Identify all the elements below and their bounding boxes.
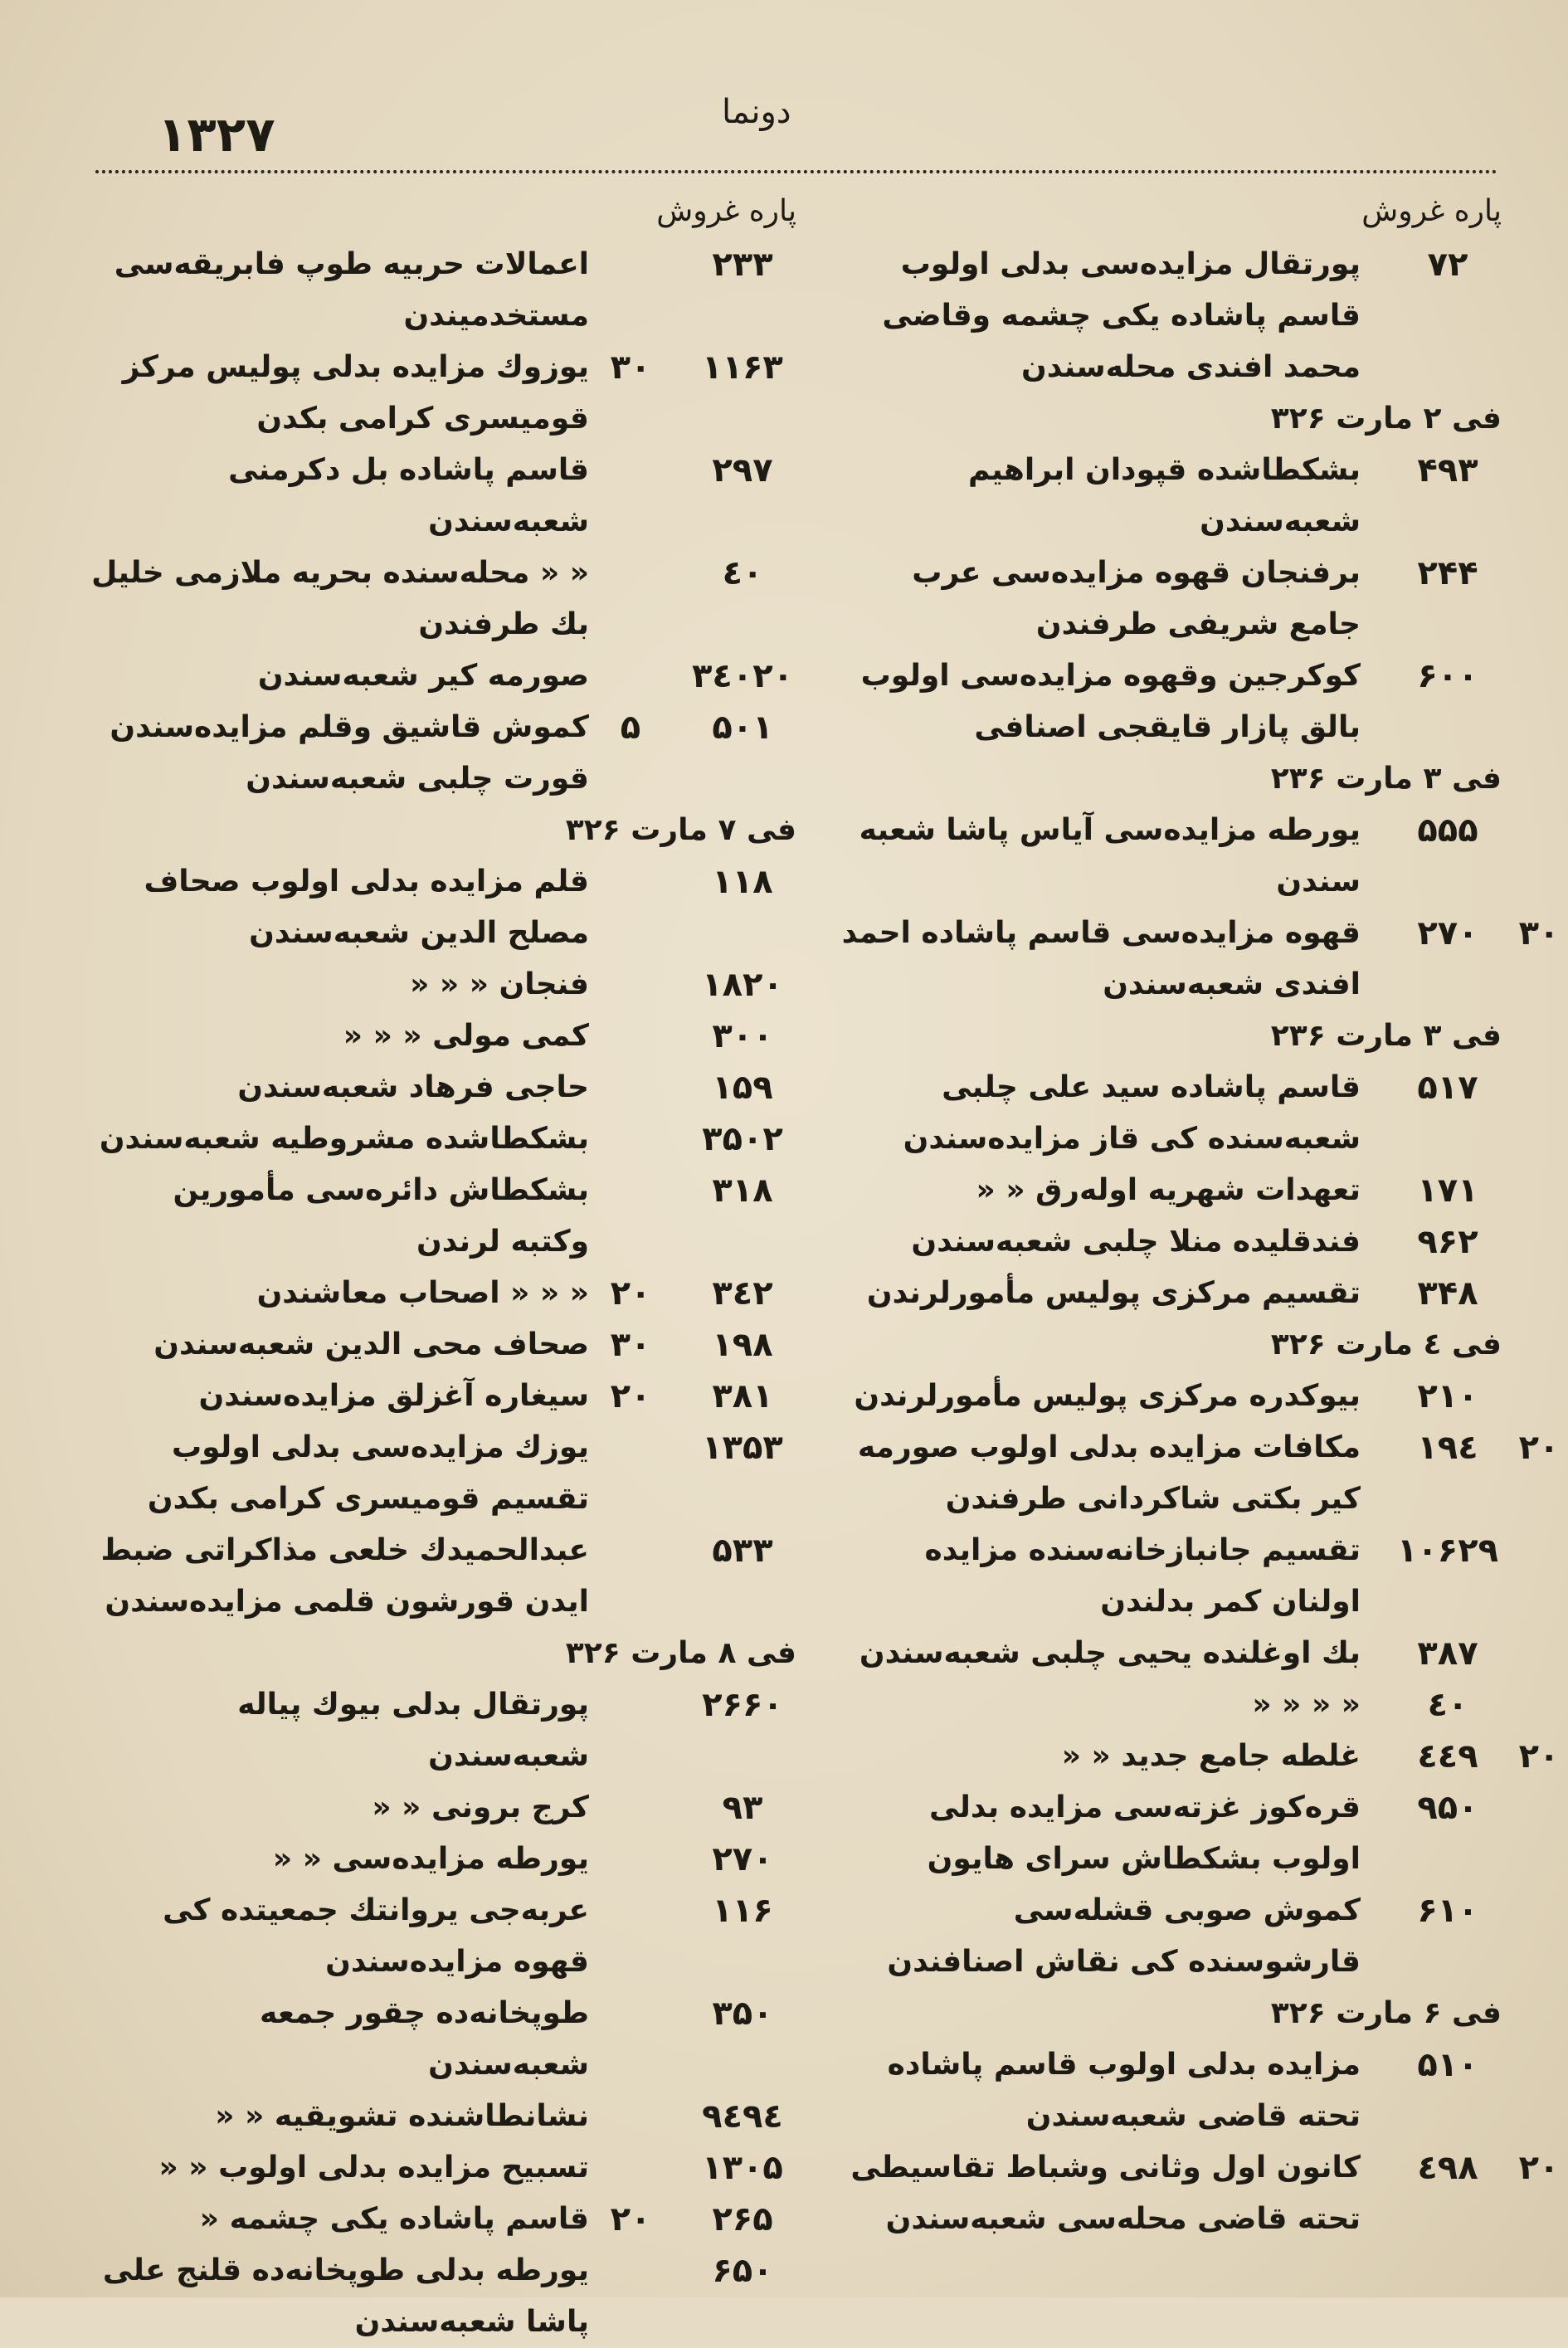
entry-description: پورتقال بدلی بیوك پیاله شعبه‌سندن — [237, 1688, 589, 1773]
gurus-amount: ۹٤۹٤ — [702, 2097, 783, 2136]
gurus-amount: ۶۱۰ — [1417, 1892, 1478, 1930]
entry-description: فندقلیده منلا چلبی شعبه‌سندن — [911, 1225, 1361, 1259]
entry-description: بك اوغلنده یحیی چلبی شعبه‌سندن — [859, 1636, 1361, 1670]
ledger-entry — [91, 1525, 796, 1628]
para-amount: ۲۰ — [1518, 2149, 1560, 2187]
gurus-amount: ۶۰۰ — [1417, 657, 1478, 695]
ledger-entry — [838, 1062, 1502, 1165]
ledger-entry — [91, 342, 796, 445]
gurus-amount: ٤۹۸ — [1417, 2149, 1478, 2187]
ledger-entry — [91, 856, 796, 959]
header-divider — [95, 170, 1497, 173]
gurus-amount: ۱۱۶۳ — [702, 348, 783, 387]
ledger-entry — [91, 548, 796, 650]
ledger-entry — [91, 1062, 796, 1113]
gurus-amount: ۳۰۰ — [712, 1017, 773, 1055]
entry-description: کانون اول وثانی وشباط تقاسیطی تحته قاضی محله‌سی شعبه‌سندن — [850, 2151, 1361, 2236]
left-column — [91, 184, 796, 2348]
gurus-amount: ۱۳۵۳ — [702, 1429, 783, 1467]
gurus-amount: ۵۵۵ — [1417, 811, 1478, 850]
ledger-entry — [838, 1268, 1502, 1319]
entry-description: قلم مزایده بدلی اولوب صحاف مصلح الدین شعبه‌سندن — [144, 865, 589, 950]
ledger-entry — [838, 1731, 1560, 1782]
ledger-entry — [91, 2142, 796, 2194]
ledger-entry — [838, 805, 1502, 908]
entry-description: تقسیم جانبازخانه‌سنده مزایده اولنان کمر بدلندن — [924, 1533, 1361, 1619]
ledger-entry — [838, 445, 1502, 548]
ledger-entry — [838, 650, 1502, 753]
date-line — [838, 393, 1502, 445]
left-entries — [91, 239, 796, 2348]
gurus-amount: ۲۹۷ — [712, 451, 773, 490]
gurus-amount: ۲۳۳ — [712, 246, 773, 284]
gurus-amount: ۵۰۱ — [712, 709, 773, 747]
gurus-amount: ۲۷۰ — [712, 1840, 773, 1878]
entry-description: کموش قاشیق وقلم مزایده‌سندن قورت چلبی شعبه‌سندن — [110, 710, 589, 796]
ledger-entry — [91, 702, 796, 805]
entry-description: یورطه بدلی طوپخانه‌ده قلنج علی پاشا شعبه‌سندن — [102, 2253, 589, 2339]
left-column-header — [91, 184, 796, 239]
date-line — [91, 805, 796, 856]
entry-description: بشکطاش دائره‌سی مأمورین وکتبه لرندن — [173, 1173, 589, 1259]
ledger-entry — [91, 1782, 796, 1834]
entry-description: صحاف محی الدین شعبه‌سندن — [153, 1327, 589, 1362]
gurus-amount: ۱۱۶ — [712, 1892, 773, 1930]
entry-description: تسبیح مزایده بدلی اولوب « « — [158, 2151, 589, 2185]
entry-description: « « محله‌سنده بحریه ملازمی خلیل بك طرفندن — [91, 556, 589, 641]
entry-description: « « « « — [1252, 1688, 1361, 1722]
entry-description: عربه‌جی یروانتك جمعیتده کی قهوه مزایده‌سندن — [163, 1893, 589, 1979]
ledger-entry — [91, 1319, 796, 1371]
ledger-entry — [91, 2245, 796, 2348]
gurus-amount: ۹۵۰ — [1417, 1789, 1478, 1827]
entry-description: طوپخانه‌ده چقور جمعه شعبه‌سندن — [260, 1996, 589, 2082]
para-amount: ۲۰ — [610, 1377, 651, 1415]
gurus-amount: ۱۵۹ — [712, 1069, 773, 1107]
entry-description: یوزك مزایده‌سی بدلی اولوب تقسیم قومیسری کرامی بکدن — [147, 1430, 589, 1516]
ledger-entry — [91, 2194, 796, 2245]
gurus-amount: ۱۸۲۰ — [702, 966, 783, 1004]
entry-description: مکافات مزایده بدلی اولوب صورمه کیر بکتی شاکردانی طرفندن — [857, 1430, 1361, 1516]
entry-description: سیغاره آغزلق مزایده‌سندن — [198, 1379, 589, 1413]
ledger-entry — [838, 2039, 1502, 2142]
gurus-amount: ۳٤۲ — [712, 1274, 773, 1313]
date-text: فی ۳ مارت ۲۳۶ — [1270, 1019, 1502, 1053]
para-amount: ۲۰ — [1518, 1737, 1560, 1776]
date-text: فی ۶ مارت ۳۲۶ — [1270, 1996, 1502, 2030]
gurus-amount: ٤۰ — [722, 554, 763, 592]
date-text: فی ۷ مارت ۳۲۶ — [565, 813, 796, 847]
ledger-entry — [91, 650, 796, 702]
entry-description: تقسیم مرکزی پولیس مأمورلرندن — [866, 1276, 1361, 1310]
entry-description: برفنجان قهوه مزایده‌سی عرب جامع شریفی طرفندن — [912, 556, 1361, 641]
date-text: فی ۳ مارت ۲۳۶ — [1270, 762, 1502, 796]
gurus-amount: ۵۳۳ — [712, 1532, 773, 1570]
ledger-entry — [91, 1422, 796, 1525]
para-amount: ۳۰ — [610, 348, 651, 387]
entry-description: یورطه مزایده‌سی « « — [272, 1842, 589, 1876]
entry-description: عبدالحمیدك خلعی مذاکراتی ضبط ایدن قورشون قلمی مزایده‌سندن — [100, 1533, 589, 1619]
ledger-entry — [91, 445, 796, 548]
ledger-entry — [91, 2091, 796, 2142]
entry-description: بشکطاشده مشروطیه شعبه‌سندن — [99, 1122, 589, 1156]
ledger-entry — [91, 239, 796, 342]
entry-description: فنجان « « « — [410, 967, 589, 1001]
gurus-amount: ۹۶۲ — [1417, 1223, 1478, 1261]
ledger-entry — [838, 1165, 1502, 1216]
gurus-amount: ۱۹۸ — [712, 1326, 773, 1364]
page-number: ۱۳۲۷ — [158, 106, 275, 163]
entry-description: کمی مولی « « « — [343, 1019, 589, 1053]
gurus-amount: ۴۹۳ — [1417, 451, 1478, 490]
gurus-amount: ۲۴۴ — [1417, 554, 1478, 592]
ledger-entry — [838, 1216, 1502, 1268]
entry-description: نشانطاشنده تشویقیه « « — [215, 2099, 589, 2133]
date-line — [838, 753, 1502, 805]
entry-description: بشکطاشده قپودان ابراهیم شعبه‌سندن — [967, 453, 1361, 538]
page-title: دونما — [722, 93, 791, 131]
date-line — [91, 1628, 796, 1679]
column-header-label: پاره غروش — [656, 194, 796, 228]
date-line — [838, 1319, 1502, 1371]
ledger-entry — [838, 908, 1560, 1011]
entry-description: قهوه مزایده‌سی قاسم پاشاده احمد افندی شعبه‌سندن — [841, 916, 1361, 1001]
gurus-amount: ۱۰۶۲۹ — [1396, 1532, 1499, 1570]
gurus-amount: ۳۱۸ — [712, 1172, 773, 1210]
ledger-entry — [91, 1988, 796, 2091]
entry-description: یوزوك مزایده بدلی پولیس مرکز قومیسری کرامی بکدن — [122, 350, 589, 436]
para-amount: ۲۰ — [1518, 1429, 1560, 1467]
para-amount: ۵ — [620, 709, 641, 747]
gurus-amount: ۲۶۶۰ — [702, 1686, 783, 1724]
entry-description: کوکرجین وقهوه مزایده‌سی اولوب بالق پازار قایقجی اصنافی — [860, 659, 1361, 744]
gurus-amount: ۹۳ — [722, 1789, 763, 1827]
ledger-entry — [838, 2142, 1560, 2245]
gurus-amount: ۵۱۰ — [1417, 2046, 1478, 2084]
entry-description: قاسم پاشاده سید علی چلبی شعبه‌سنده کی قاز مزایده‌سندن — [903, 1070, 1361, 1156]
ledger-entry — [838, 1422, 1560, 1525]
ledger-entry — [838, 548, 1502, 650]
para-amount: ۲۰ — [610, 1274, 651, 1313]
right-entries — [838, 239, 1560, 2245]
ledger-entry — [91, 1834, 796, 1885]
gurus-amount: ۱۷۱ — [1417, 1172, 1478, 1210]
gurus-amount: ۳۵۰ — [712, 1995, 773, 2033]
entry-description: صورمه کیر شعبه‌سندن — [257, 659, 589, 693]
entry-description: پورتقال مزایده‌سی بدلی اولوب قاسم پاشاده یکی چشمه وقاضی محمد افندی محله‌سندن — [882, 247, 1361, 384]
ledger-entry — [91, 1679, 796, 1782]
ledger-entry — [838, 1782, 1502, 1885]
ledger-entry — [838, 1628, 1502, 1679]
entry-description: یورطه مزایده‌سی آیاس پاشا شعبه سندن — [859, 813, 1361, 899]
date-line — [838, 1988, 1502, 2039]
entry-description: حاجی فرهاد شعبه‌سندن — [237, 1070, 589, 1104]
gurus-amount: ۵۱۷ — [1417, 1069, 1478, 1107]
gurus-amount: ۱۱۸ — [712, 863, 773, 901]
ledger-entry — [838, 1371, 1502, 1422]
entry-description: اعمالات حربیه طوپ فابریقه‌سی مستخدمیندن — [114, 247, 589, 333]
gurus-amount: ۳٤۰۲۰ — [691, 657, 794, 695]
entry-description: کموش صوبی قشله‌سی قارشوسنده کی نقاش اصنافندن — [887, 1893, 1361, 1979]
entry-description: تعهدات شهریه اوله‌رق « « — [976, 1173, 1361, 1207]
gurus-amount: ۳۸۷ — [1417, 1634, 1478, 1673]
para-amount: ۲۰ — [610, 2200, 651, 2238]
gurus-amount: ۷۲ — [1427, 246, 1468, 284]
gurus-amount: ۱۹٤ — [1417, 1429, 1478, 1467]
gurus-amount: ٤٤۹ — [1417, 1737, 1478, 1776]
entry-description: بیوکدره مرکزی پولیس مأمورلرندن — [854, 1379, 1361, 1413]
entry-description: قاسم پاشاده یکی چشمه « — [199, 2202, 589, 2236]
ledger-entry — [91, 1165, 796, 1268]
ledger-entry — [838, 1525, 1502, 1628]
entry-description: قره‌کوز غزته‌سی مزایده بدلی اولوب بشکطاش سرای هایون — [927, 1790, 1361, 1876]
gurus-amount: ۲۶۵ — [712, 2200, 773, 2238]
entry-description: غلطه جامع جدید « « — [1061, 1739, 1361, 1773]
ledger-entry — [91, 1371, 796, 1422]
entry-description: قاسم پاشاده بل دکرمنی شعبه‌سندن — [228, 453, 589, 538]
gurus-amount: ٤۰ — [1427, 1686, 1468, 1724]
date-line — [838, 1011, 1502, 1062]
column-header-label: پاره غروش — [1361, 194, 1502, 228]
ledger-entry — [91, 959, 796, 1011]
gurus-amount: ۲۱۰ — [1417, 1377, 1478, 1415]
gurus-amount: ۳۵۰۲ — [702, 1120, 783, 1158]
para-amount: ۳۰ — [610, 1326, 651, 1364]
ledger-entry — [838, 1885, 1502, 1988]
gurus-amount: ۶۵۰ — [712, 2252, 773, 2290]
ledger-entry — [838, 239, 1502, 393]
gurus-amount: ۲۷۰ — [1417, 914, 1478, 952]
gurus-amount: ۳۴۸ — [1417, 1274, 1478, 1313]
ledger-entry — [91, 1011, 796, 1062]
ledger-entry — [91, 1268, 796, 1319]
ledger-entry — [91, 1113, 796, 1165]
para-amount: ۳۰ — [1518, 914, 1560, 952]
entry-description: کرج برونی « « — [372, 1790, 589, 1824]
date-text: فی ۲ مارت ۳۲۶ — [1270, 402, 1502, 436]
ledger-entry — [91, 1885, 796, 1988]
ledger-entry — [838, 1679, 1502, 1731]
gurus-amount: ۳۸۱ — [712, 1377, 773, 1415]
right-column-header — [838, 184, 1502, 239]
entry-description: مزایده بدلی اولوب قاسم پاشاده تحته قاضی شعبه‌سندن — [887, 2048, 1361, 2133]
right-column — [838, 184, 1560, 2245]
entry-description: « « « اصحاب معاشندن — [256, 1276, 589, 1310]
gurus-amount: ۱۳۰۵ — [702, 2149, 783, 2187]
date-text: فی ٤ مارت ۳۲۶ — [1270, 1327, 1502, 1362]
date-text: فی ۸ مارت ۳۲۶ — [565, 1636, 796, 1670]
